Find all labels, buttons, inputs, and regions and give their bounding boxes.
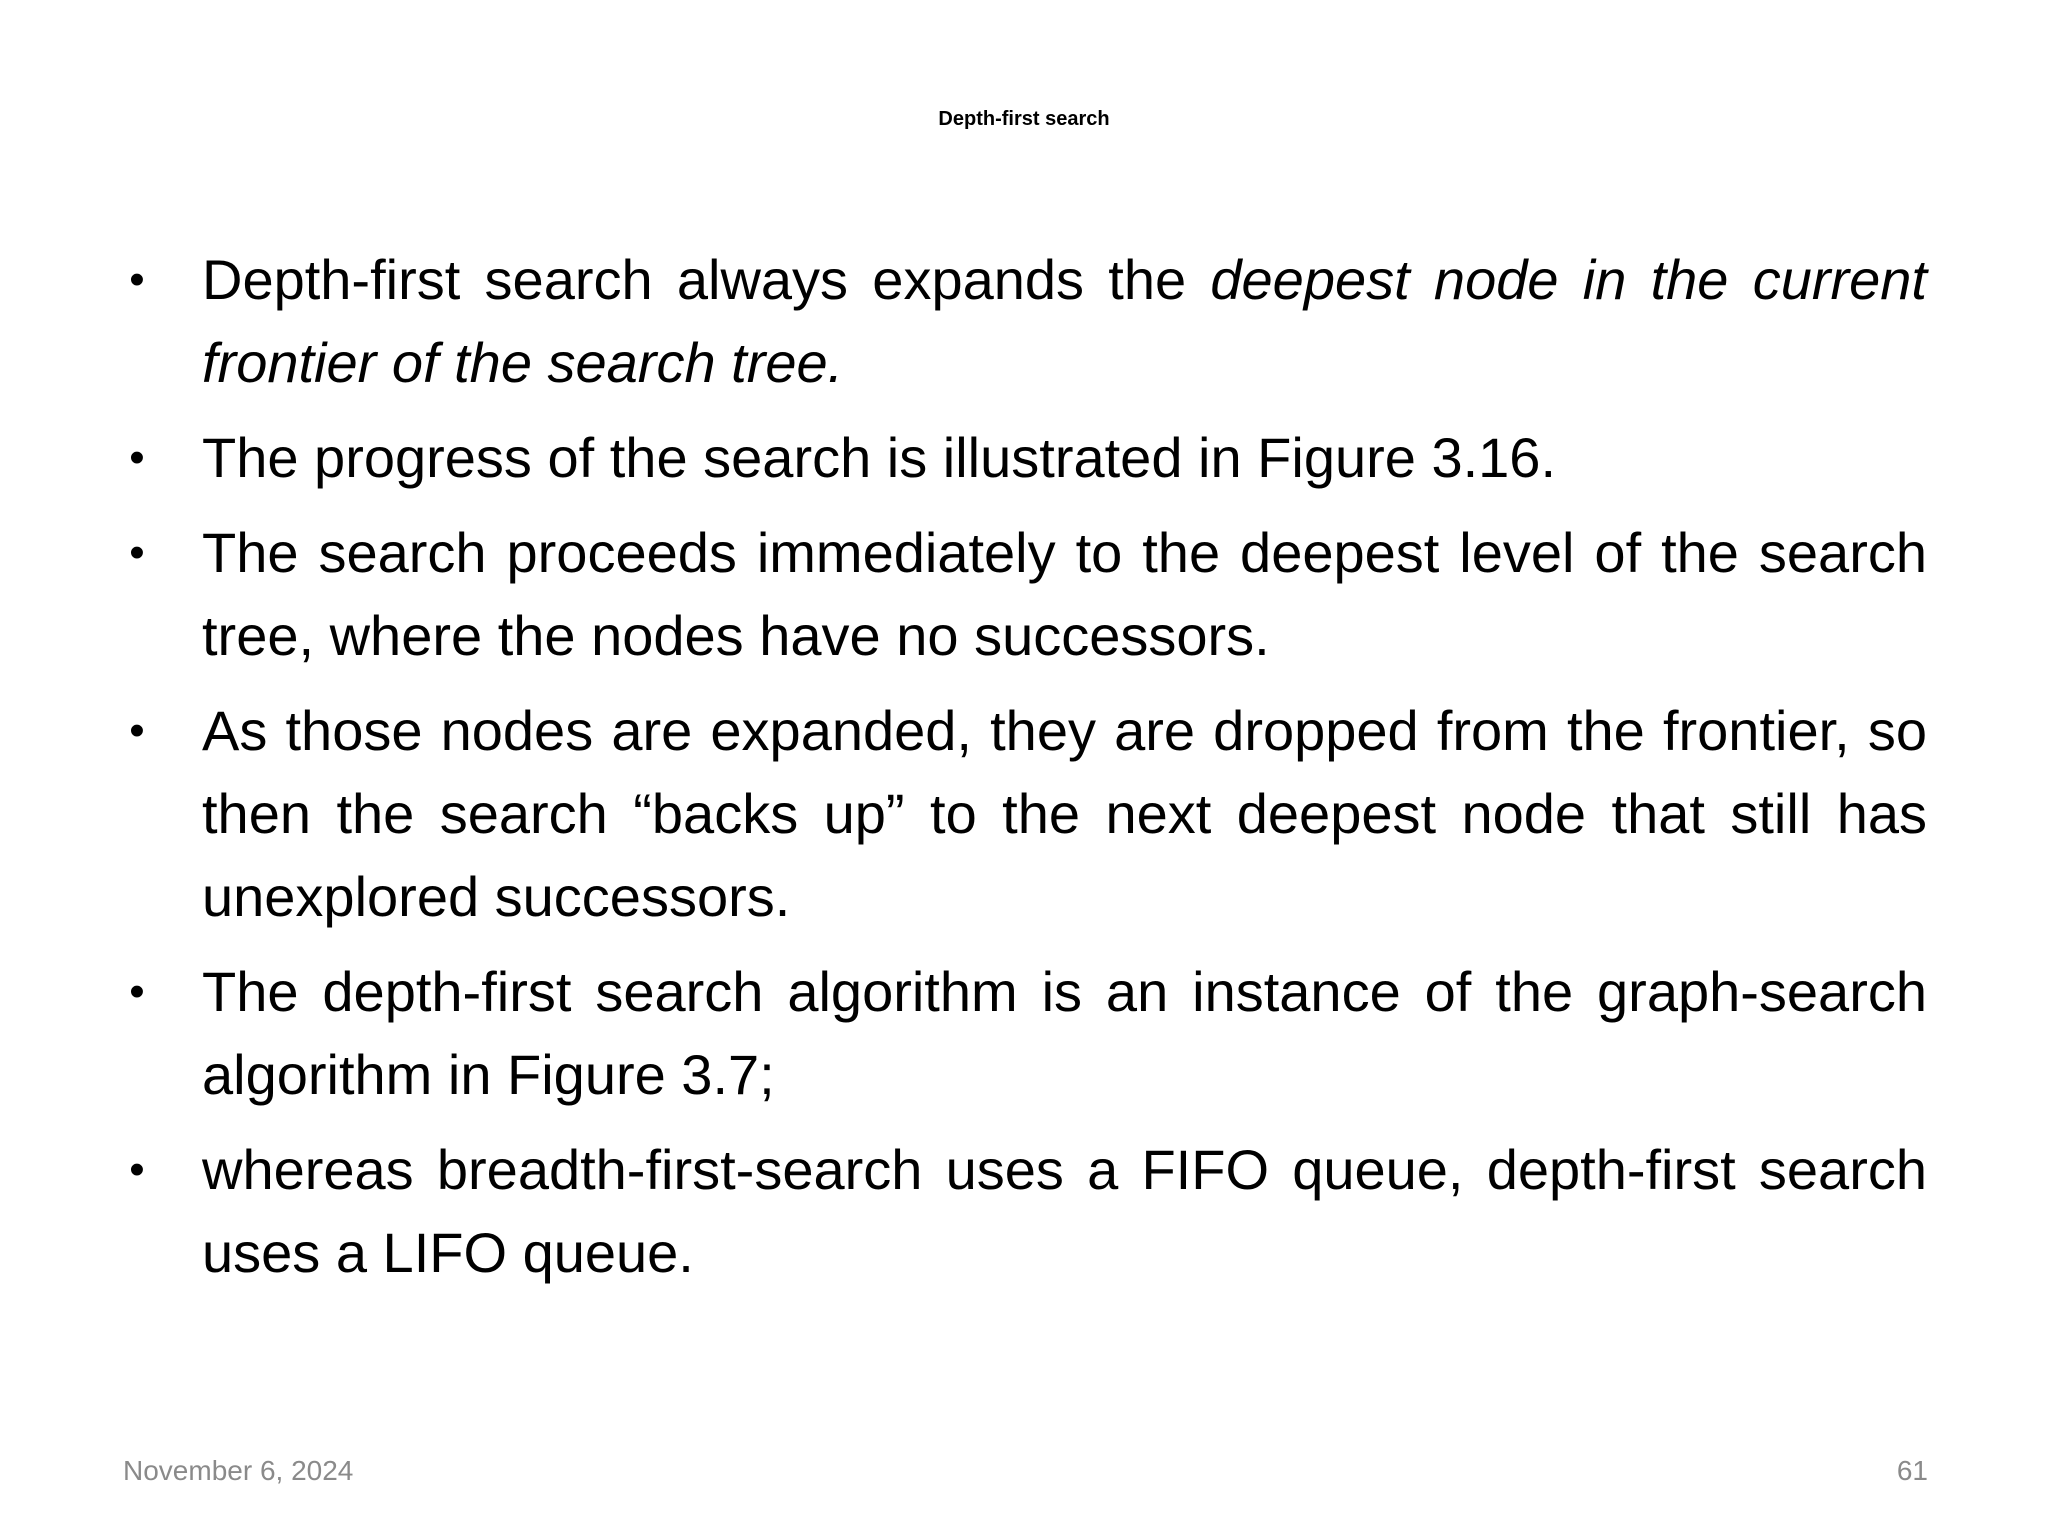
bullet-item bbox=[122, 238, 1927, 404]
bullet-text: whereas breadth-first-search uses a FIFO queue, depth-first search uses a LIFO queue. bbox=[202, 1138, 1927, 1284]
bullet-item bbox=[122, 416, 1927, 499]
bullet-dot: • bbox=[129, 1145, 145, 1194]
bullet-item bbox=[122, 1128, 1927, 1294]
footer-date: November 6, 2024 bbox=[123, 1455, 354, 1486]
bullet-item bbox=[122, 511, 1927, 677]
bullet-item bbox=[122, 950, 1927, 1116]
bullet-list bbox=[122, 238, 1927, 1306]
bullet-text: Depth-first search always expands the bbox=[202, 248, 1211, 311]
bullet-text: The depth-first search algorithm is an instance of the graph-search algorithm in Figure 3.7; bbox=[202, 960, 1927, 1106]
bullet-text: As those nodes are expanded, they are dropped from the frontier, so then the search “backs up” to the next deepest node that still has unexplored successors. bbox=[202, 699, 1927, 928]
bullet-dot: • bbox=[129, 255, 145, 304]
page-number: 61 bbox=[1896, 1455, 1928, 1486]
bullet-item bbox=[122, 689, 1927, 938]
bullet-text-italic: deepest node in the current frontier of the search tree. bbox=[202, 248, 1927, 394]
slide-title: Depth-first search bbox=[938, 108, 1110, 130]
bullet-text: The search proceeds immediately to the deepest level of the search tree, where the nodes have no successors. bbox=[202, 521, 1927, 667]
bullet-dot: • bbox=[129, 967, 145, 1016]
bullet-dot: • bbox=[129, 433, 145, 482]
bullet-dot: • bbox=[129, 706, 145, 755]
bullet-dot: • bbox=[129, 528, 145, 577]
bullet-text: The progress of the search is illustrated in Figure 3.16. bbox=[202, 426, 1557, 489]
